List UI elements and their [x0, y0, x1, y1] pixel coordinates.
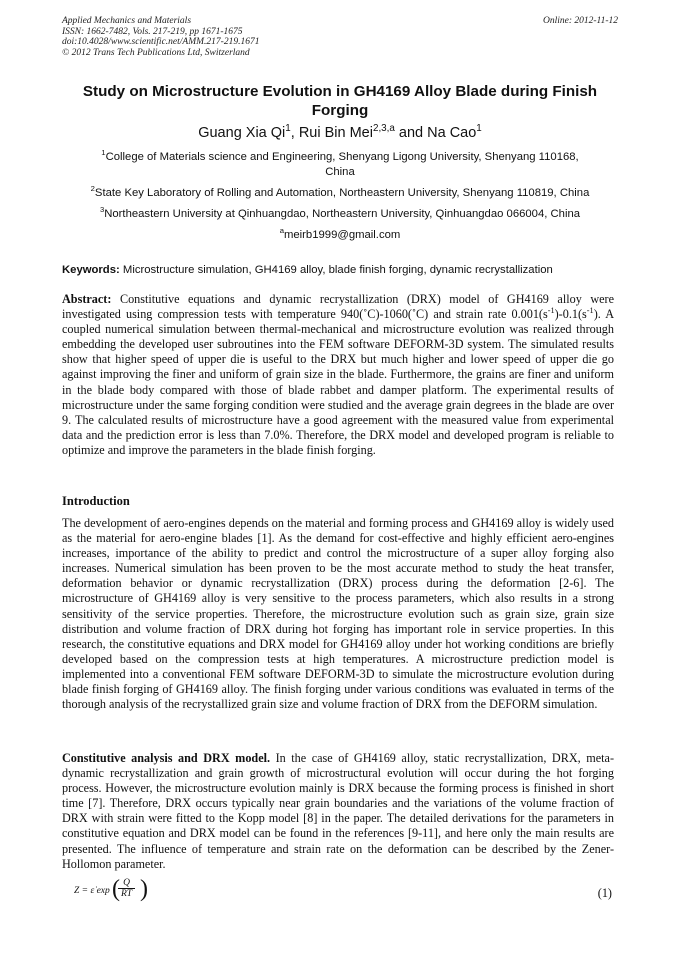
author-2-affiliation: 2,3,a: [372, 123, 395, 135]
equation-numerator: Q: [118, 878, 135, 889]
affiliation-3-text: Northeastern University at Qinhuangdao, Northeastern University, Qinhuangdao 066004, China: [104, 208, 581, 220]
copyright-line: © 2012 Trans Tech Publications Ltd, Switzerland: [62, 47, 250, 58]
equation-denominator: RT: [121, 889, 133, 899]
abstract-label: Abstract:: [62, 292, 112, 306]
affiliation-1-marker: 1: [101, 148, 106, 158]
abstract-text-part-3: ). A coupled numerical simulation between thermal-mechanical and microstructure evolution was realized through embedding the developed user subroutines into the FEM software DEFORM-3D system. The simulated results show that higher speed of upper die is useful to the DRX but much higher and lower speed of upper die go against improving the finer and uniform of grain size in the blade. Furthermore, the grains are finer and uniform in the blade body compared with those of blade rabbet and damper platform. The experimental results of microstructure under the same forging condition were studied and the average grain degrees in the blade are over 9. The calculated results of microstructure have a good agreement with the measured value from experimental data and the prediction error is less than 7.0%. Therefore, the DRX model and developed program is reliable to optimize and improve the parameters in the blade finish forging.: [62, 307, 615, 457]
constitutive-paragraph: [62, 751, 614, 872]
abstract: [62, 292, 614, 458]
equation-fraction: [118, 878, 135, 899]
author-2: Rui Bin Mei: [298, 125, 373, 141]
author-list: [62, 124, 618, 142]
keywords-label: Keywords:: [62, 264, 120, 276]
abstract-superscript: -1: [547, 306, 555, 316]
paper-title: [62, 82, 618, 120]
equation-lhs: Z = ε̇ exp: [74, 886, 110, 896]
constitutive-heading: Constitutive analysis and DRX model.: [62, 751, 271, 765]
abstract-superscript: -1: [586, 306, 594, 316]
keywords: [62, 263, 618, 277]
introduction-heading: Introduction: [62, 494, 130, 508]
author-1: Guang Xia Qi: [198, 125, 286, 141]
title-line-2: Forging: [311, 102, 369, 119]
affiliation-3: [62, 207, 618, 222]
affiliation-3-marker: 3: [99, 205, 105, 215]
author-separator: and: [394, 125, 428, 141]
email-marker: a: [279, 226, 284, 236]
abstract-text-part-1: Constitutive equations and dynamic recrystallization (DRX) model of GH4169 alloy were investigated using compression tests with temperature 940(˚C)-1060(˚C) and strain rate 0.001(s: [62, 292, 614, 322]
constitutive-text: In the case of GH4169 alloy, static recrystallization, DRX, meta-dynamic recrystallization and grain growth of microstructural evolution will occur during the hot forging process. However, the microstructure evolution mainly is DRX because the forming process is finished in short time [7]. Therefore, DRX occurs typically near grain boundaries and the variations of the volume fraction of DRX with strain were fitted to the Kopp model [8] in the paper. The detailed derivations for the parameters in constitutive equation and DRX model can be found in the references [9-11], and here only the main results are presented. The influence of temperature and strain rate on the deformation can be described by the Zener-Hollomon parameter.: [62, 751, 614, 871]
corresponding-email: [62, 228, 618, 243]
affiliation-2-marker: 2: [90, 184, 95, 194]
equation-right-paren: ): [140, 876, 148, 902]
affiliation-1-line-2: China: [325, 166, 355, 178]
journal-name: Applied Mechanics and Materials: [62, 16, 192, 26]
author-3-affiliation: 1: [476, 123, 482, 135]
affiliation-2-text: State Key Laboratory of Rolling and Automation, Northeastern University, Shenyang 110819, China: [94, 187, 590, 199]
equation-left-paren: (: [112, 876, 120, 902]
keywords-text: Microstructure simulation, GH4169 alloy, blade finish forging, dynamic recrystallization: [119, 264, 553, 276]
email-address: meirb1999@gmail.com: [283, 229, 401, 241]
author-1-affiliation: 1: [285, 123, 291, 135]
equation-1: [62, 876, 614, 910]
author-separator: ,: [290, 125, 299, 141]
issn-line: ISSN: 1662-7482, Vols. 217-219, pp 1671-1675: [62, 26, 243, 37]
title-line-1: Study on Microstructure Evolution in GH4169 Alloy Blade during Finish: [82, 83, 598, 100]
doi-line: doi:10.4028/www.scientific.net/AMM.217-219.1671: [62, 37, 260, 48]
affiliation-1-line-1: College of Materials science and Engineering, Shenyang Ligong University, Shenyang 110168,: [105, 151, 579, 163]
author-3: Na Cao: [427, 125, 477, 141]
introduction-paragraph: The development of aero-engines depends on the material and forming process and GH4169 alloy is widely used as the material for aero-engine blades [1]. As the demand for cost-effective and highly efficient aero-engines increases, importance of the ability to predict and control the microstructure of a super alloy forging also increases. Numerical simulation has been proven to be the most accurate method to study the heat transfer, deformation behavior or dynamic recrystallization (DRX) process during the deformation [2-6]. The microstructure of GH4169 alloy is very sensitive to the process parameters, which also results in a strong sensitivity of the service properties. Therefore, the microstructure evolution such as grain size, grain size distribution and volume fraction of DRX during hot forging has important role in service properties. In this research, the constitutive equations and DRX model for GH4169 alloy under hot working conditions are briefly developed based on the compression tests at high temperatures. A microstructure prediction model is implemented into a conventional FEM software DEFORM-3D to simulate the microstructure evolution during blade finish forging of GH4169 alloy. The finish forging under various conditions was evaluated in terms of the thorough analysis of the recrystallized grain size and volume fraction of DRX from the DEFORM simulation.: [62, 516, 614, 712]
affiliation-1: [62, 150, 618, 180]
affiliation-2: [62, 186, 618, 201]
journal-header: [62, 16, 618, 58]
abstract-text-part-2: )-0.1(s: [554, 307, 587, 322]
online-date: Online: 2012-11-12: [542, 16, 618, 26]
equation-number: (1): [597, 886, 612, 900]
